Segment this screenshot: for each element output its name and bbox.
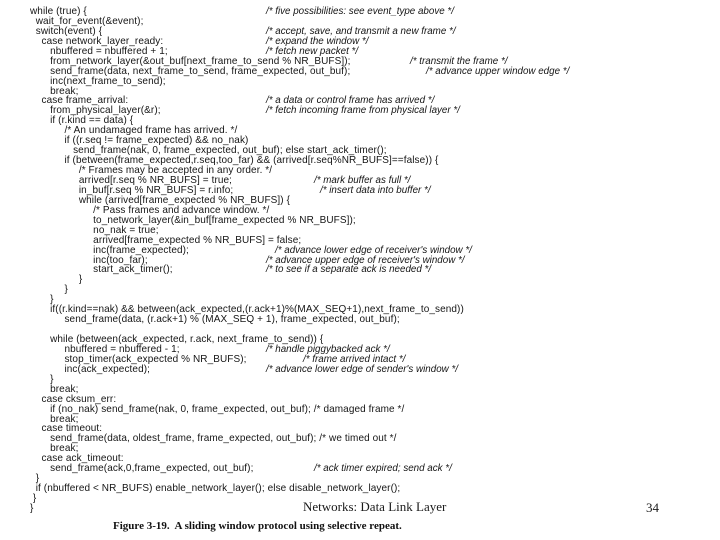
code-line: }: [30, 274, 83, 285]
code-line: if (between(frame_expected,r.seq,too_far) && (arrived[r.seq%NR_BUFS]==false)) {: [30, 155, 439, 166]
code-line: if (r.kind == data) {: [30, 115, 134, 126]
code-comment: /* insert data into buffer */: [320, 185, 431, 196]
page-number: 34: [646, 500, 659, 515]
code-line: wait_for_event(&event);: [30, 16, 144, 27]
code-line: case ack_timeout:: [30, 453, 124, 464]
code-line: case frame_arrival:: [30, 95, 129, 106]
code-line: }: [30, 493, 37, 504]
code-line: switch(event) {: [30, 26, 103, 37]
code-line: arrived[frame_expected % NR_BUFS] = false;: [30, 235, 302, 246]
code-line: if (no_nak) send_frame(nak, 0, frame_expected, out_buf); /* damaged frame */: [30, 404, 405, 415]
code-comment: /* handle piggybacked ack */: [266, 344, 390, 355]
code-comment: /* five possibilities: see event_type above */: [266, 6, 454, 17]
code-line: inc(frame_expected);: [30, 245, 189, 256]
code-line: /* An undamaged frame has arrived. */: [30, 125, 238, 136]
code-line: case cksum_err:: [30, 394, 117, 405]
code-line: }: [30, 473, 40, 484]
code-line: send_frame(nak, 0, frame_expected, out_buf); else start_ack_timer();: [30, 145, 387, 156]
code-comment: /* a data or control frame has arrived */: [266, 95, 435, 106]
code-line: send_frame(data, next_frame_to_send, frame_expected, out_buf);: [30, 66, 351, 77]
code-comment: /* fetch incoming frame from physical layer */: [266, 105, 460, 116]
code-line: break;: [30, 384, 79, 395]
code-line: nbuffered = nbuffered - 1;: [30, 344, 180, 355]
code-line: if((r.kind==nak) && between(ack_expected,(r.ack+1)%(MAX_SEQ+1),next_frame_to_send)): [30, 304, 464, 315]
code-line: to_network_layer(&in_buf[frame_expected % NR_BUFS]);: [30, 215, 356, 226]
code-line: inc(next_frame_to_send);: [30, 76, 166, 87]
code-line: case timeout:: [30, 423, 103, 434]
code-line: no_nak = true;: [30, 225, 159, 236]
code-line: stop_timer(ack_expected % NR_BUFS);: [30, 354, 247, 365]
code-line: if (nbuffered < NR_BUFS) enable_network_layer(); else disable_network_layer();: [30, 483, 401, 494]
code-line: while (true) {: [30, 6, 87, 17]
code-line: inc(too_far);: [30, 255, 148, 266]
code-comment: /* to see if a separate ack is needed */: [266, 264, 432, 275]
code-line: send_frame(data, oldest_frame, frame_expected, out_buf); /* we timed out */: [30, 433, 397, 444]
code-line: /* Frames may be accepted in any order. */: [30, 165, 273, 176]
code-comment: /* mark buffer as full */: [314, 175, 411, 186]
code-comment: /* ack timer expired; send ack */: [314, 463, 453, 474]
code-line: }: [30, 374, 54, 385]
code-line: inc(ack_expected);: [30, 364, 151, 375]
code-comment: /* fetch new packet */: [266, 46, 359, 57]
code-line: from_network_layer(&out_buf[next_frame_to_send % NR_BUFS]);: [30, 56, 351, 67]
code-line: }: [30, 503, 34, 514]
code-comment: /* advance upper window edge */: [426, 66, 570, 77]
code-line: }: [30, 294, 54, 305]
code-line: break;: [30, 443, 79, 454]
code-line: }: [30, 284, 68, 295]
code-comment: /* advance upper edge of receiver's window */: [266, 255, 465, 266]
code-comment: /* frame arrived intact */: [303, 354, 406, 365]
code-line: /* Pass frames and advance window. */: [30, 205, 270, 216]
code-line: send_frame(data, (r.ack+1) % (MAX_SEQ + 1), frame_expected, out_buf);: [30, 314, 400, 325]
code-line: while (between(ack_expected, r.ack, next_frame_to_send)) {: [30, 334, 324, 345]
code-comment: /* advance lower edge of receiver's window */: [275, 245, 473, 256]
code-line: nbuffered = nbuffered + 1;: [30, 46, 168, 57]
code-line: break;: [30, 414, 79, 425]
footer-title: Networks: Data Link Layer: [303, 499, 447, 514]
code-line: break;: [30, 86, 79, 97]
code-line: from_physical_layer(&r);: [30, 105, 161, 116]
figure-caption: Figure 3-19. A sliding window protocol using selective repeat.: [113, 520, 402, 532]
code-line: send_frame(ack,0,frame_expected, out_buf);: [30, 463, 254, 474]
code-line: if ((r.seq != frame_expected) && no_nak): [30, 135, 249, 146]
code-comment: /* transmit the frame */: [409, 56, 508, 67]
code-line: case network_layer_ready:: [30, 36, 164, 47]
code-line: arrived[r.seq % NR_BUFS] = true;: [30, 175, 233, 186]
code-comment: /* accept, save, and transmit a new frame */: [266, 26, 456, 37]
code-line: start_ack_timer();: [30, 264, 173, 275]
code-line: in_buf[r.seq % NR_BUFS] = r.info;: [30, 185, 234, 196]
code-comment: /* advance lower edge of sender's window */: [266, 364, 459, 375]
code-line: while (arrived[frame_expected % NR_BUFS]) {: [30, 195, 291, 206]
code-comment: /* expand the window */: [266, 36, 369, 47]
